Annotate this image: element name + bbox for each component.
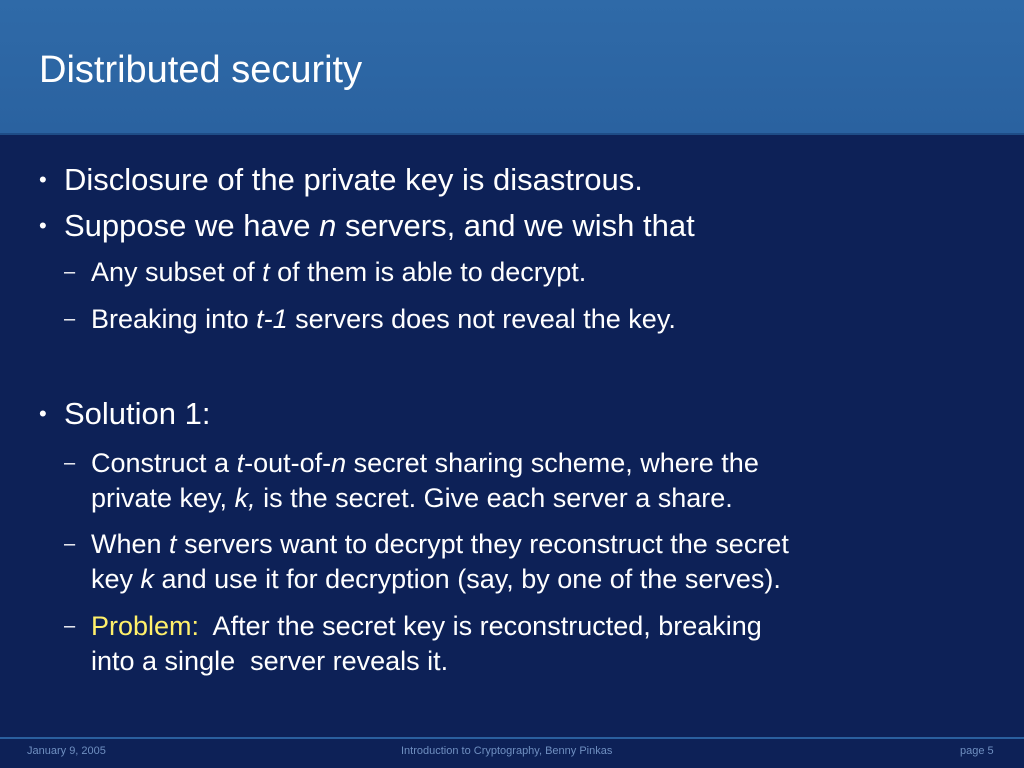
problem-label: Problem: — [91, 611, 200, 641]
text-segment: servers does not reveal the key. — [287, 304, 676, 334]
dash-icon: – — [64, 308, 76, 330]
dash-icon: – — [64, 533, 76, 555]
bullet-icon: • — [39, 167, 47, 192]
dash-icon: – — [64, 615, 76, 637]
bullet-suppose — [64, 207, 695, 245]
var-t: t — [236, 448, 245, 478]
bullet-icon: • — [39, 401, 47, 426]
var-t: t — [169, 529, 177, 559]
subbullet-when-line2 — [91, 562, 781, 597]
bullet-text: Solution 1: — [64, 396, 211, 431]
text-segment: private key, — [91, 483, 235, 513]
text-segment: After the secret key is reconstructed, breaking — [199, 611, 762, 641]
slide-title: Distributed security — [39, 49, 363, 91]
var-k: k — [140, 564, 155, 594]
bullet-icon: • — [39, 213, 47, 238]
subbullet-breaking-into — [91, 302, 676, 337]
dash-icon: – — [64, 261, 76, 283]
var-k: k, — [234, 483, 256, 513]
text-segment: Breaking into — [91, 304, 257, 334]
text-segment: servers, and we wish that — [336, 208, 695, 243]
text-segment: secret sharing scheme, where the — [346, 448, 759, 478]
var-n: n — [319, 208, 337, 243]
subbullet-problem-line1 — [91, 609, 762, 644]
bullet-solution — [64, 395, 211, 433]
subbullet-construct-line1 — [91, 446, 759, 481]
var-t-minus-1: t-1 — [256, 304, 288, 334]
text-segment: key — [91, 564, 141, 594]
text-segment: Construct a — [91, 448, 237, 478]
text-segment: Any subset of — [91, 257, 263, 287]
text-segment: servers want to decrypt they reconstruct the secret — [176, 529, 789, 559]
dash-icon: – — [64, 452, 76, 474]
text-segment: -out-of- — [244, 448, 332, 478]
footer-line — [0, 737, 1024, 739]
subbullet-any-subset — [91, 255, 586, 290]
subbullet-construct-line2 — [91, 481, 733, 516]
text-segment: and use it for decryption (say, by one of the serves). — [154, 564, 781, 594]
var-n: n — [331, 448, 347, 478]
bullet-text: Disclosure of the private key is disastrous. — [64, 162, 643, 197]
subbullet-when-line1 — [91, 527, 789, 562]
text-segment: of them is able to decrypt. — [269, 257, 587, 287]
subbullet-problem-line2: into a single server reveals it. — [91, 646, 449, 676]
text-segment: is the secret. Give each server a share. — [255, 483, 733, 513]
bullet-disclosure — [64, 161, 643, 199]
text-segment: Suppose we have — [64, 208, 320, 243]
footer-page-number: page 5 — [960, 745, 994, 757]
footer-title: Introduction to Cryptography, Benny Pinkas — [401, 745, 613, 757]
text-segment: When — [91, 529, 170, 559]
footer-date: January 9, 2005 — [27, 745, 106, 757]
var-t: t — [262, 257, 270, 287]
